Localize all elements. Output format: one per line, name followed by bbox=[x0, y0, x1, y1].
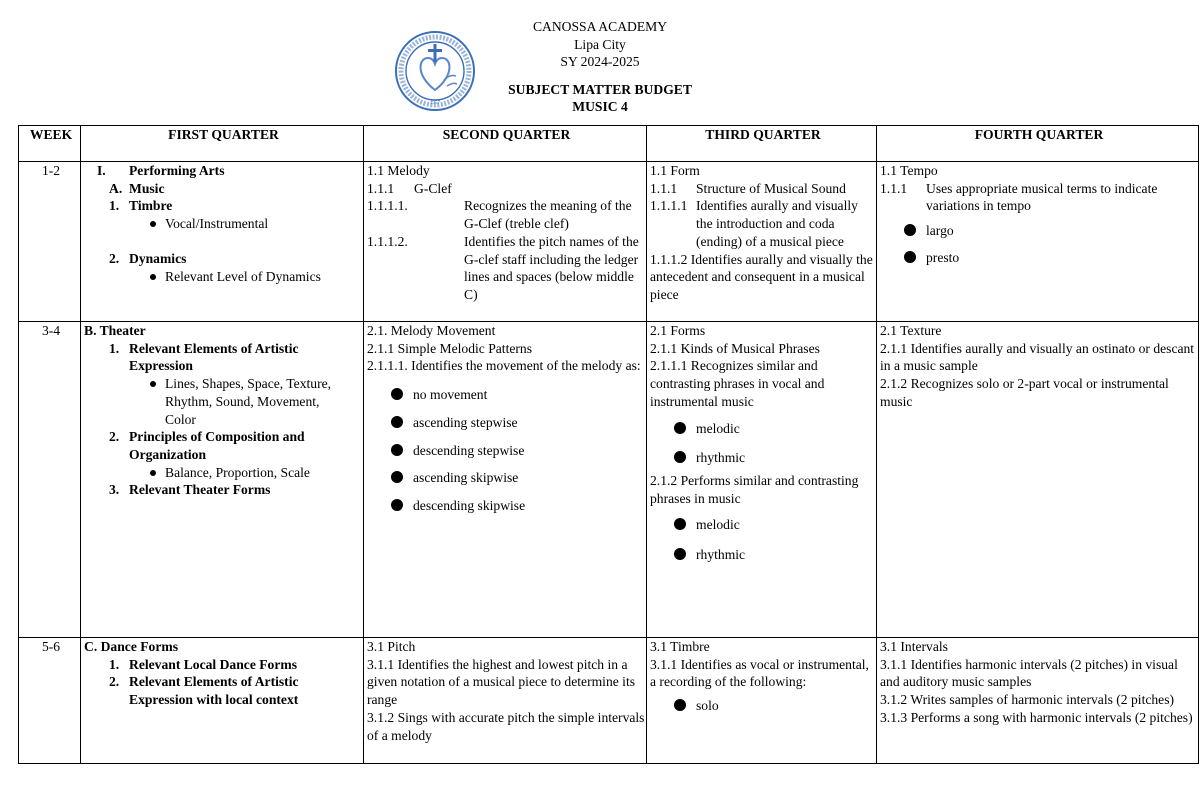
bullet-icon bbox=[150, 381, 156, 387]
topic-text: 2.1 Forms bbox=[650, 323, 706, 338]
topic-text: 3.1 Intervals bbox=[880, 639, 948, 654]
outline-heading: Relevant Local Dance Forms bbox=[129, 656, 297, 672]
school-city: Lipa City bbox=[574, 36, 626, 52]
list-item: ascending skipwise bbox=[413, 470, 519, 486]
list-item: Vocal/Instrumental bbox=[165, 216, 269, 232]
outline-heading: Music bbox=[129, 180, 165, 196]
section-heading: B. Theater bbox=[84, 323, 146, 338]
list-item: presto bbox=[926, 249, 960, 265]
topic-text: G-Clef bbox=[414, 180, 452, 196]
seal-year: 1957 bbox=[430, 101, 440, 106]
outline-heading: Performing Arts bbox=[129, 163, 225, 178]
header-second-quarter: SECOND QUARTER bbox=[364, 126, 647, 162]
bullet-icon bbox=[391, 499, 403, 511]
topic-text: 2.1.1 Simple Melodic Patterns bbox=[367, 340, 532, 356]
bullet-icon bbox=[391, 471, 403, 483]
table-row bbox=[19, 638, 1199, 764]
competency-text bbox=[412, 233, 646, 304]
first-quarter-cell bbox=[81, 638, 364, 764]
week-cell: 1-2 bbox=[19, 162, 81, 322]
school-name: CANOSSA ACADEMY bbox=[532, 19, 668, 34]
table-row bbox=[19, 322, 1199, 638]
outline-number: 1.1.1 bbox=[650, 180, 678, 196]
bullet-icon bbox=[391, 388, 403, 400]
first-quarter-cell bbox=[81, 322, 364, 638]
outline-number: 2. bbox=[109, 429, 120, 445]
list-item: no movement bbox=[413, 387, 488, 403]
list-item: ascending stepwise bbox=[413, 414, 518, 430]
outline-number: I. bbox=[97, 163, 106, 178]
outline-heading: Relevant Elements of Artistic Expression with local context bbox=[129, 674, 299, 708]
competency-text: Identifies aurally and visually the introduction and coda (ending) of a musical piece bbox=[696, 198, 858, 249]
header-fourth-quarter: FOURTH QUARTER bbox=[877, 126, 1199, 162]
competency-text bbox=[412, 197, 646, 232]
list-item: Relevant Level of Dynamics bbox=[165, 268, 321, 284]
competency-text-content: Identifies the pitch names of the G-clef staff including the ledger lines and spaces (below middle C) bbox=[464, 233, 639, 302]
outline-number: 1. bbox=[109, 340, 120, 356]
bullet-icon bbox=[904, 224, 916, 236]
subject-title: MUSIC 4 bbox=[572, 99, 628, 114]
topic-text: 2.1 Texture bbox=[880, 323, 942, 338]
competency-text: 2.1.1.1. Identifies the movement of the melody as: bbox=[367, 358, 641, 374]
competency-text: 3.1.1 Identifies the highest and lowest pitch in a given notation of a musical piece to determine its range bbox=[367, 656, 636, 708]
competency-text: 1.1.1.2 Identifies aurally and visually the antecedent and consequent in a musical piece bbox=[650, 251, 873, 302]
outline-number: A. bbox=[109, 180, 123, 196]
fourth-quarter-cell bbox=[877, 638, 1199, 764]
list-item: Balance, Proportion, Scale bbox=[165, 464, 310, 480]
competency-text: 2.1.2 Performs similar and contrasting phrases in music bbox=[650, 472, 859, 506]
outline-number: 1. bbox=[109, 198, 120, 214]
topic-text: 3.1 Pitch bbox=[367, 639, 416, 654]
bullet-icon bbox=[150, 221, 156, 227]
bullet-icon bbox=[150, 470, 156, 476]
week-cell: 5-6 bbox=[19, 638, 81, 764]
competency-text-content: Recognizes the meaning of the G-Clef (treble clef) bbox=[464, 198, 632, 232]
first-quarter-cell bbox=[81, 162, 364, 322]
topic-text: 2.1.1 Kinds of Musical Phrases bbox=[650, 340, 820, 356]
document-title: SUBJECT MATTER BUDGET bbox=[508, 81, 692, 97]
bullet-icon bbox=[674, 518, 686, 530]
list-item: melodic bbox=[696, 420, 740, 436]
competency-text: 3.1.2 Writes samples of harmonic intervals (2 pitches) bbox=[880, 692, 1175, 708]
bullet-icon bbox=[904, 251, 916, 263]
competency-text: 2.1.2 Recognizes solo or 2-part vocal or instrumental music bbox=[880, 376, 1169, 409]
competency-text: 3.1.1 Identifies as vocal or instrumental, a recording of the following: bbox=[650, 656, 869, 690]
outline-heading: Relevant Elements of Artistic Expression bbox=[129, 340, 299, 374]
outline-heading: Dynamics bbox=[129, 250, 187, 266]
bullet-icon bbox=[674, 699, 686, 711]
topic-text: 2.1. Melody Movement bbox=[367, 323, 496, 338]
table-header-row bbox=[19, 126, 1199, 162]
budget-table bbox=[18, 125, 1199, 764]
competency-text: 2.1.1 Identifies aurally and visually an ostinato or descant in a music sample bbox=[880, 340, 1195, 374]
competency-text: Uses appropriate musical terms to indicate variations in tempo bbox=[926, 180, 1158, 214]
outline-number: 1.1.1.1 bbox=[650, 198, 688, 214]
second-quarter-cell bbox=[364, 162, 647, 322]
third-quarter-cell bbox=[647, 162, 877, 322]
outline-number: 3. bbox=[109, 482, 120, 498]
table-row bbox=[19, 162, 1199, 322]
topic-text: 1.1 Form bbox=[650, 163, 700, 178]
competency-text: 2.1.1.1 Recognizes similar and contrasting phrases in vocal and instrumental music bbox=[650, 358, 825, 409]
third-quarter-cell bbox=[647, 322, 877, 638]
topic-text: Structure of Musical Sound bbox=[696, 180, 846, 196]
outline-heading: Principles of Composition and Organization bbox=[129, 429, 305, 462]
list-item: melodic bbox=[696, 517, 740, 533]
outline-number: 1.1.1 bbox=[367, 180, 395, 196]
outline-number: 1. bbox=[109, 656, 120, 672]
header-first-quarter: FIRST QUARTER bbox=[81, 126, 364, 162]
topic-text: 3.1 Timbre bbox=[650, 639, 710, 654]
topic-text: 1.1 Melody bbox=[367, 163, 430, 178]
list-item: Lines, Shapes, Space, Texture, Rhythm, Sound, Movement, Color bbox=[165, 376, 332, 427]
topic-text: 1.1 Tempo bbox=[880, 163, 938, 178]
section-heading: C. Dance Forms bbox=[84, 639, 179, 654]
fourth-quarter-cell bbox=[877, 162, 1199, 322]
fourth-quarter-cell bbox=[877, 322, 1199, 638]
header-third-quarter: THIRD QUARTER bbox=[647, 126, 877, 162]
school-year: SY 2024-2025 bbox=[560, 54, 640, 69]
school-seal-logo bbox=[394, 30, 476, 112]
bullet-icon bbox=[391, 416, 403, 428]
list-item: descending skipwise bbox=[413, 497, 526, 513]
document-header bbox=[0, 18, 1200, 116]
outline-heading: Timbre bbox=[129, 198, 173, 214]
competency-text: 3.1.1 Identifies harmonic intervals (2 pitches) in visual and auditory music samples bbox=[880, 656, 1178, 690]
list-item: largo bbox=[926, 223, 954, 239]
list-item: solo bbox=[696, 698, 719, 714]
outline-number: 1.1.1 bbox=[880, 180, 908, 196]
second-quarter-cell bbox=[364, 322, 647, 638]
third-quarter-cell bbox=[647, 638, 877, 764]
competency-text: 3.1.2 Sings with accurate pitch the simple intervals of a melody bbox=[367, 709, 645, 743]
header-week: WEEK bbox=[19, 126, 81, 162]
outline-number: 1.1.1.1. bbox=[367, 198, 408, 214]
week-cell: 3-4 bbox=[19, 322, 81, 638]
second-quarter-cell bbox=[364, 638, 647, 764]
bullet-icon bbox=[674, 422, 686, 434]
outline-heading: Relevant Theater Forms bbox=[129, 482, 271, 498]
bullet-icon bbox=[150, 274, 156, 280]
bullet-icon bbox=[391, 444, 403, 456]
bullet-icon bbox=[674, 451, 686, 463]
list-item: rhythmic bbox=[696, 450, 746, 466]
competency-text: 3.1.3 Performs a song with harmonic intervals (2 pitches) bbox=[880, 709, 1193, 725]
outline-number: 2. bbox=[109, 250, 120, 266]
outline-number: 2. bbox=[109, 674, 120, 690]
list-item: descending stepwise bbox=[413, 442, 525, 458]
list-item: rhythmic bbox=[696, 547, 746, 563]
bullet-icon bbox=[674, 548, 686, 560]
outline-number: 1.1.1.2. bbox=[367, 233, 408, 249]
